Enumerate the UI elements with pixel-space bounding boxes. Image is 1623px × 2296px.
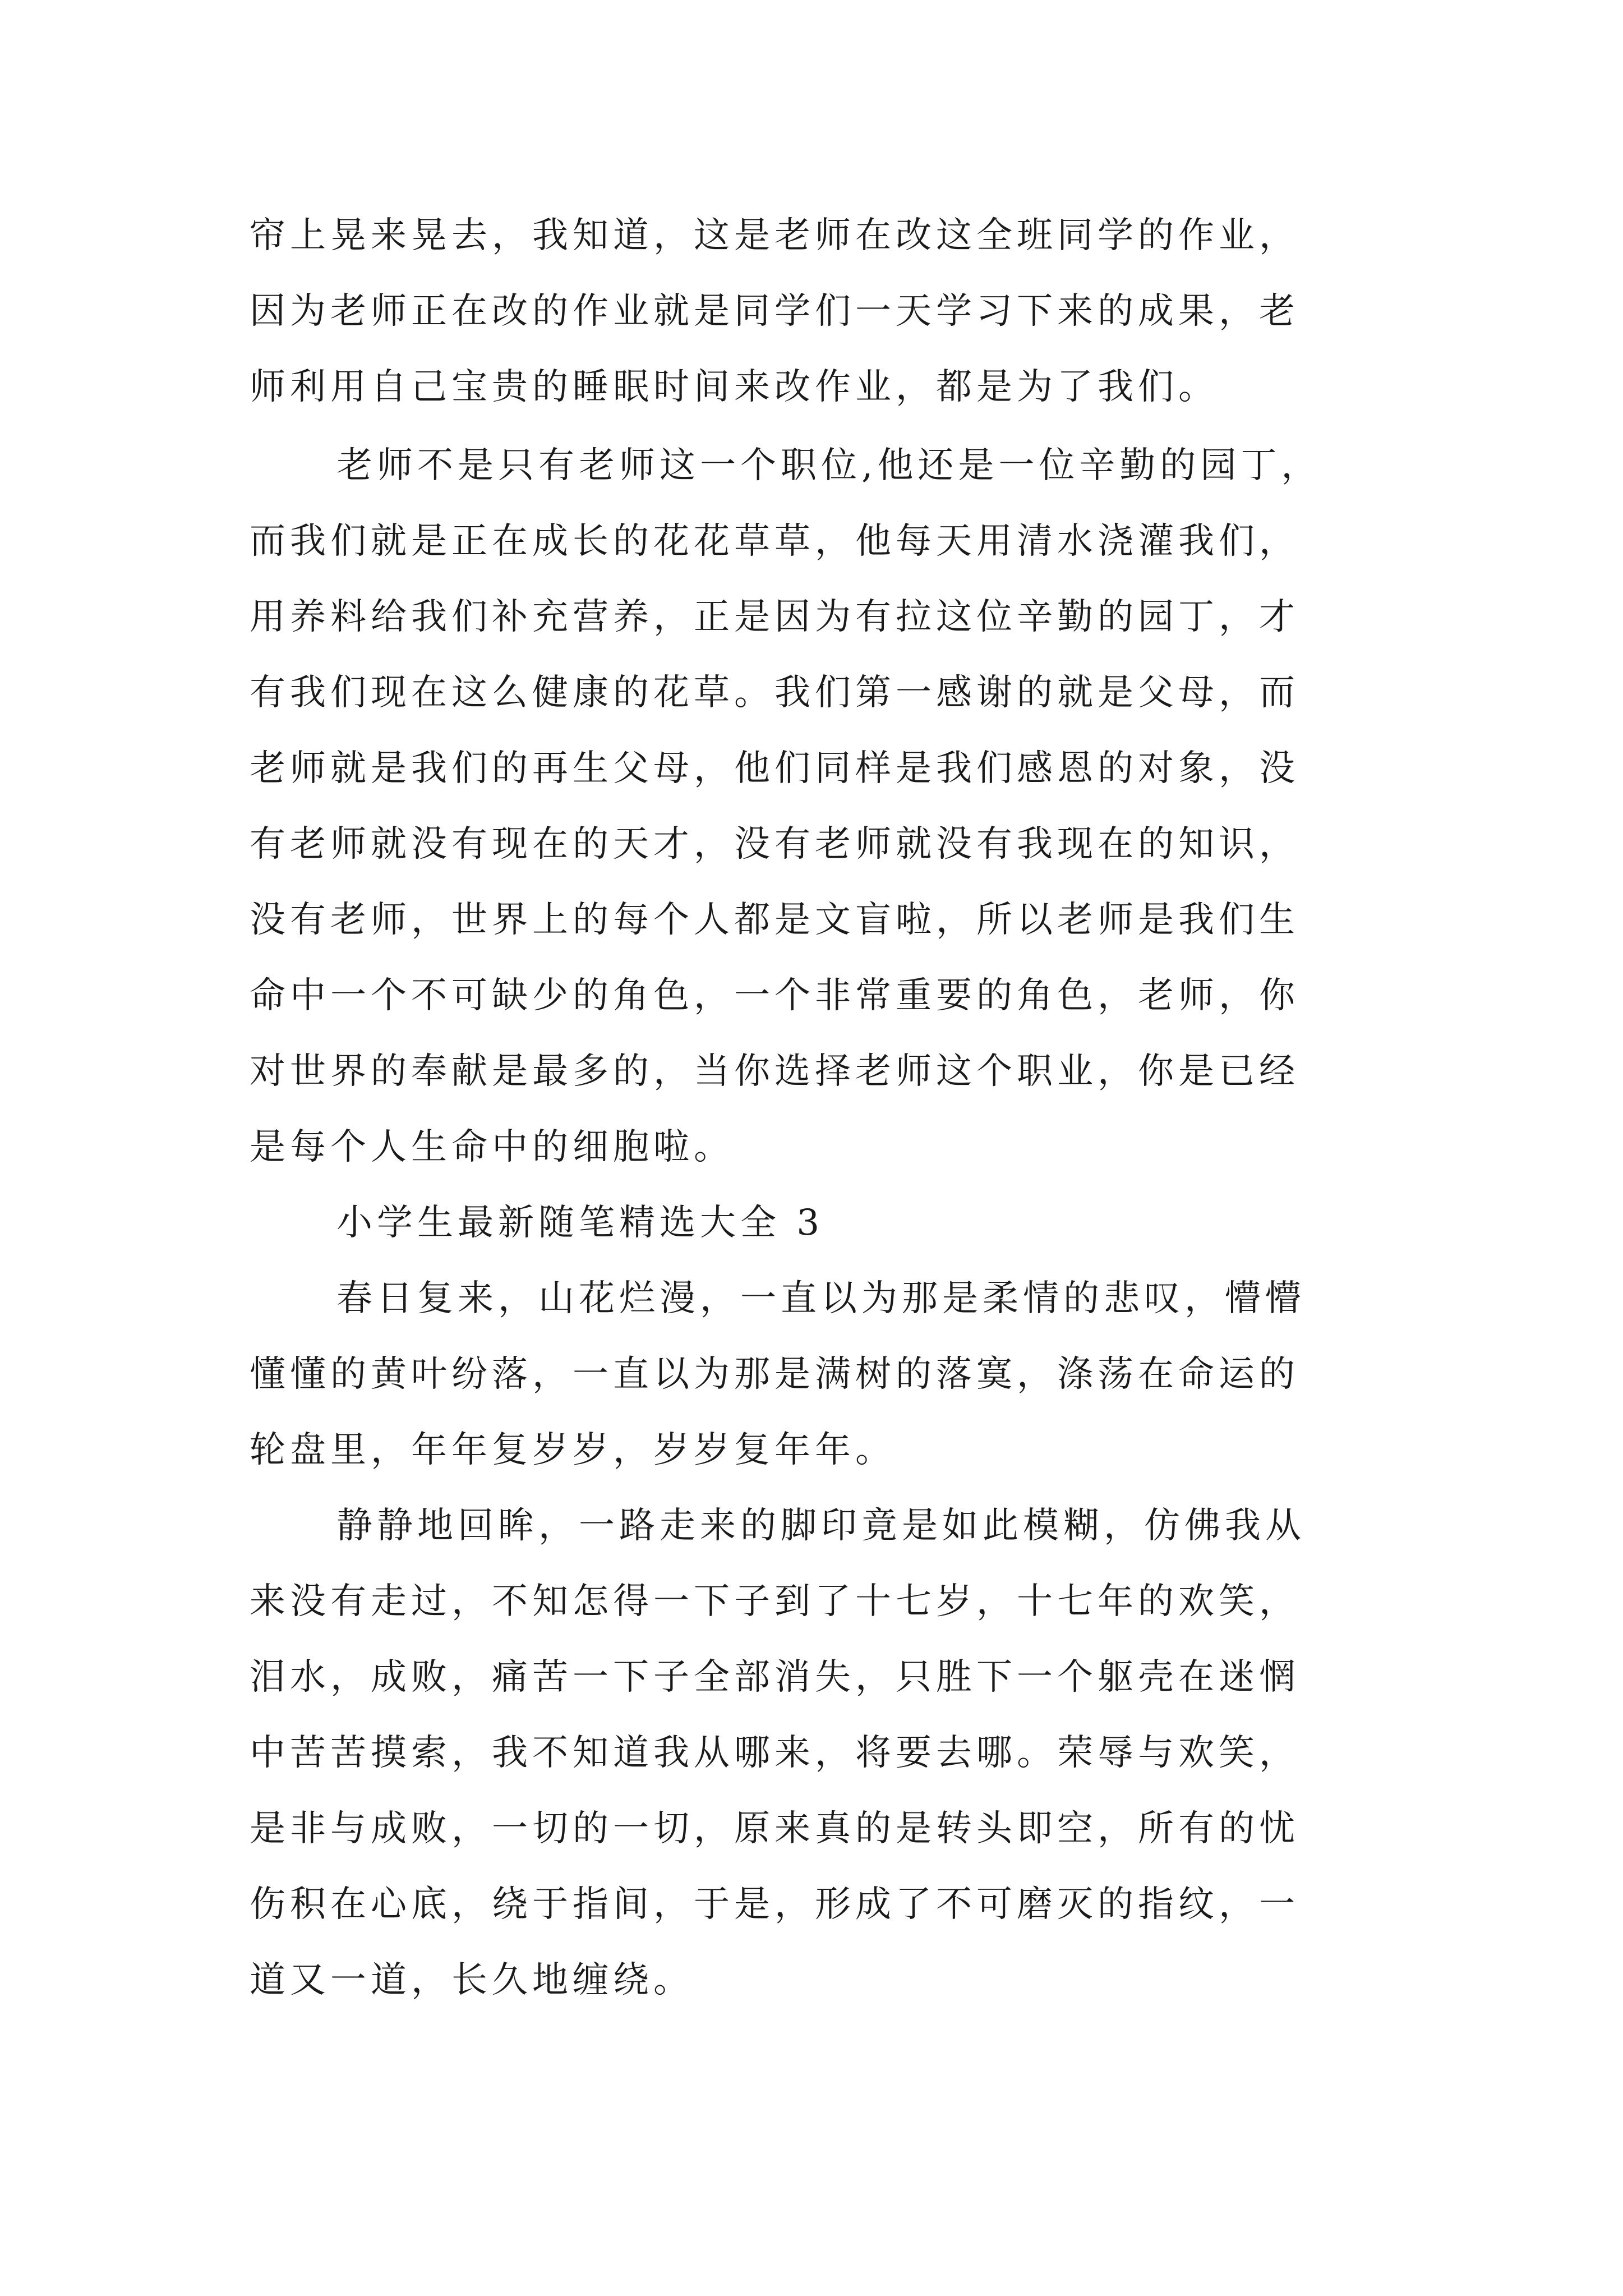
text-line: 有老师就没有现在的天才，没有老师就没有我现在的知识， [250,823,1299,865]
text-line: 春日复来，山花烂漫，一直以为那是柔情的悲叹，懵懵 [336,1278,1306,1319]
text-line: 中苦苦摸索，我不知道我从哪来，将要去哪。荣辱与欢笑， [250,1732,1299,1774]
text-line: 对世界的奉献是最多的，当你选择老师这个职业，你是已经 [250,1051,1299,1092]
text-line: 老师就是我们的再生父母，他们同样是我们感恩的对象，没 [250,748,1299,789]
text-line: 泪水，成败，痛苦一下子全部消失，只胜下一个躯壳在迷惘 [250,1657,1299,1698]
text-line: 帘上晃来晃去，我知道，这是老师在改这全班同学的作业， [250,215,1299,256]
text-line: 老师不是只有老师这一个职位,他还是一位辛勤的园丁， [336,445,1322,486]
text-line: 有我们现在这么健康的花草。我们第一感谢的就是父母，而 [250,672,1299,714]
text-line: 而我们就是正在成长的花花草草，他每天用清水浇灌我们， [250,521,1299,562]
text-line: 轮盘里，年年复岁岁，岁岁复年年。 [250,1429,896,1471]
section-heading: 小学生最新随笔精选大全 3 [336,1202,824,1244]
text-line: 是每个人生命中的细胞啦。 [250,1126,734,1168]
text-line: 是非与成败，一切的一切，原来真的是转头即空，所有的忧 [250,1808,1299,1849]
text-line: 用养料给我们补充营养，正是因为有拉这位辛勤的园丁，才 [250,596,1299,638]
text-line: 来没有走过，不知怎得一下子到了十七岁，十七年的欢笑， [250,1581,1299,1622]
text-line: 静静地回眸，一路走来的脚印竟是如此模糊，仿佛我从 [336,1505,1306,1547]
text-line: 师利用自己宝贵的睡眠时间来改作业，都是为了我们。 [250,366,1219,408]
text-line: 没有老师，世界上的每个人都是文盲啦，所以老师是我们生 [250,899,1299,941]
text-line: 道又一道，长久地缠绕。 [250,1959,694,2001]
text-line: 懂懂的黄叶纷落，一直以为那是满树的落寞，涤荡在命运的 [250,1354,1299,1395]
text-line: 因为老师正在改的作业就是同学们一天学习下来的成果，老 [250,291,1299,332]
text-line: 命中一个不可缺少的角色，一个非常重要的角色，老师，你 [250,975,1299,1016]
text-line: 伤积在心底，绕于指间，于是，形成了不可磨灭的指纹，一 [250,1884,1299,1925]
